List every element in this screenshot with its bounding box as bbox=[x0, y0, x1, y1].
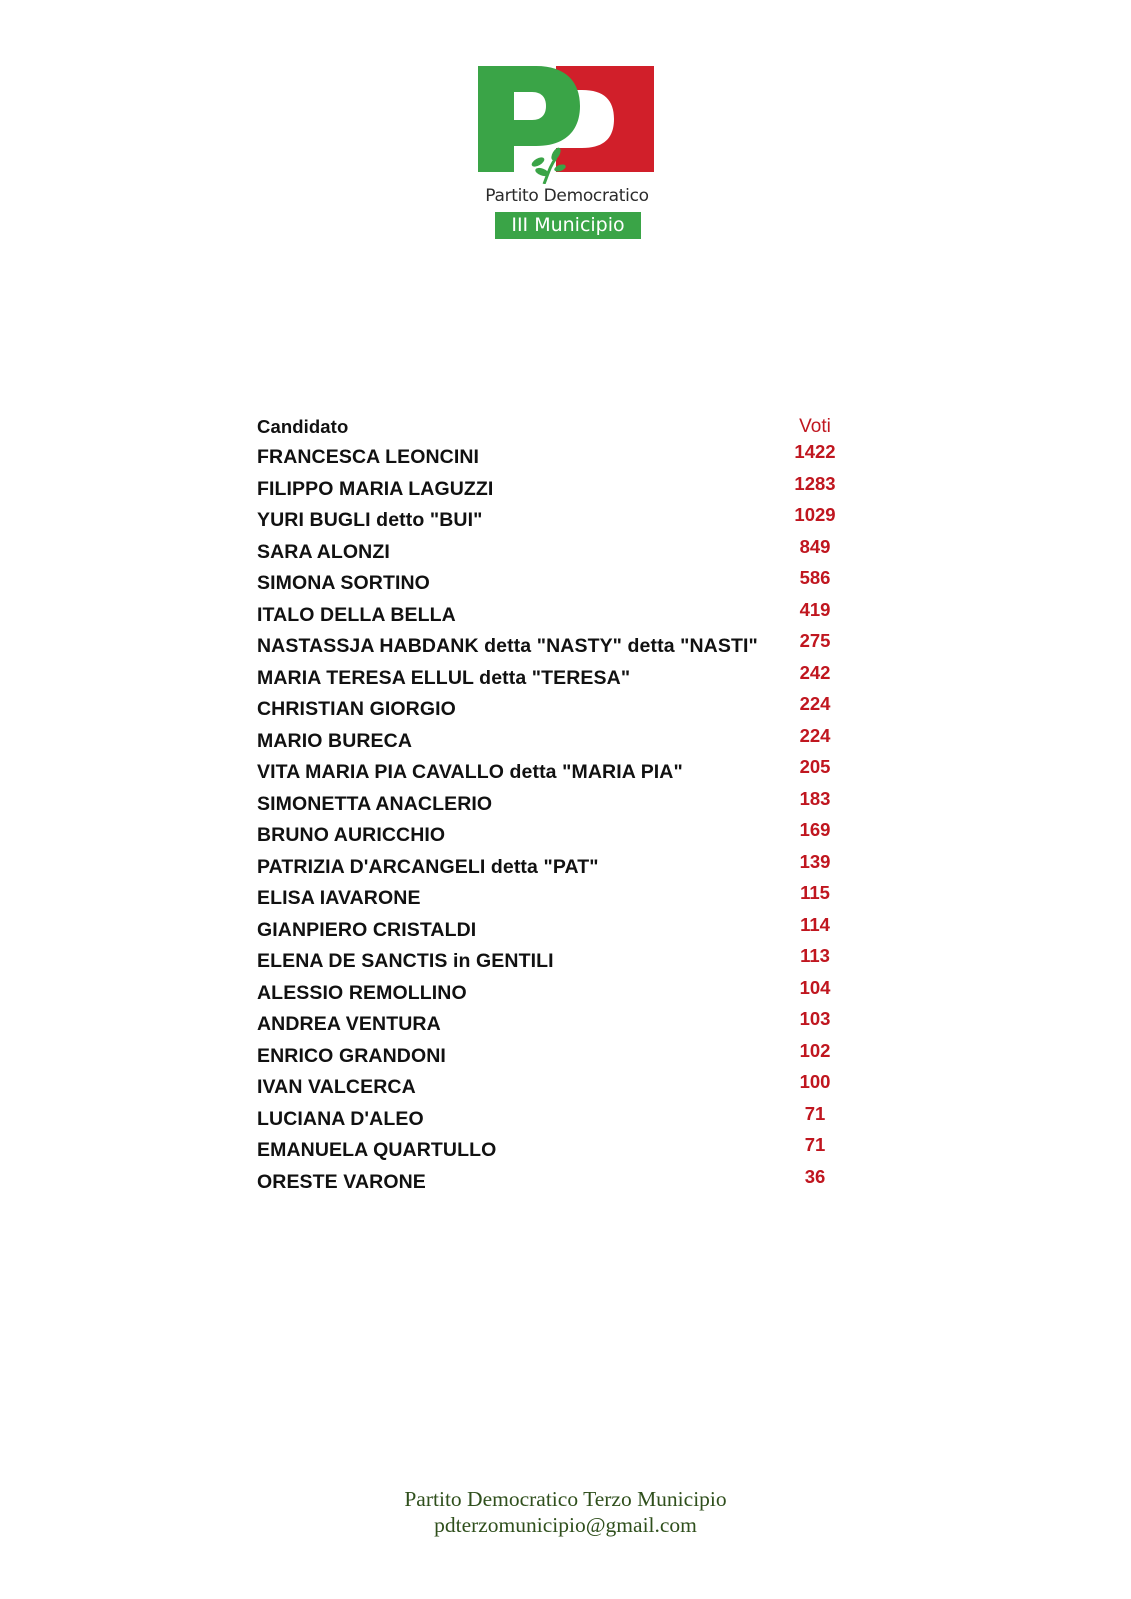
candidate-votes: 224 bbox=[799, 724, 831, 746]
candidate-name: ANDREA VENTURA bbox=[257, 1013, 441, 1035]
table-row bbox=[257, 1166, 857, 1198]
table-row bbox=[257, 630, 857, 662]
header-candidate: Candidato bbox=[257, 416, 349, 437]
table-row bbox=[257, 756, 857, 788]
logo-municipio-band: III Municipio bbox=[495, 212, 641, 239]
candidate-name: MARIA TERESA ELLUL detta "TERESA" bbox=[257, 666, 631, 689]
footer-organization: Partito Democratico Terzo Municipio bbox=[404, 1487, 727, 1511]
table-row bbox=[257, 536, 857, 568]
candidate-name: PATRIZIA D'ARCANGELI detta "PAT" bbox=[257, 855, 599, 878]
candidate-name: CHRISTIAN GIORGIO bbox=[257, 698, 456, 720]
candidate-votes: 275 bbox=[799, 630, 831, 651]
results-table bbox=[257, 416, 857, 1197]
table-row bbox=[257, 599, 857, 631]
table-row bbox=[257, 1071, 857, 1103]
table-row bbox=[257, 567, 857, 599]
candidate-name: ELENA DE SANCTIS in GENTILI bbox=[257, 950, 554, 972]
candidate-name: EMANUELA QUARTULLO bbox=[257, 1139, 497, 1161]
candidate-name: ALESSIO REMOLLINO bbox=[257, 981, 467, 1004]
table-row bbox=[257, 945, 857, 977]
candidate-name: IVAN VALCERCA bbox=[257, 1076, 416, 1098]
candidate-name: YURI BUGLI detto "BUI" bbox=[257, 509, 483, 531]
candidate-votes: 586 bbox=[799, 567, 831, 588]
candidate-name: SIMONETTA ANACLERIO bbox=[257, 792, 493, 815]
candidate-votes: 139 bbox=[799, 850, 831, 872]
candidate-name: BRUNO AURICCHIO bbox=[257, 824, 446, 846]
pd-logo bbox=[478, 66, 656, 242]
candidate-name: SIMONA SORTINO bbox=[257, 572, 430, 594]
header-votes: Voti bbox=[799, 416, 831, 437]
candidate-name: NASTASSJA HABDANK detta "NASTY" detta "NASTI" bbox=[257, 635, 758, 657]
candidate-name: SARA ALONZI bbox=[257, 540, 390, 563]
table-header bbox=[257, 416, 857, 441]
candidate-name: FILIPPO MARIA LAGUZZI bbox=[257, 477, 494, 500]
candidate-votes: 1283 bbox=[794, 472, 836, 494]
candidate-votes: 102 bbox=[799, 1039, 831, 1061]
table-row bbox=[257, 1103, 857, 1135]
candidate-votes: 36 bbox=[804, 1165, 826, 1187]
pd-logo-mark bbox=[478, 66, 656, 184]
candidate-name: ELISA IAVARONE bbox=[257, 887, 421, 909]
candidate-name: ITALO DELLA BELLA bbox=[257, 603, 456, 626]
candidate-votes: 104 bbox=[799, 976, 831, 998]
table-row bbox=[257, 914, 857, 946]
candidate-votes: 103 bbox=[799, 1008, 831, 1029]
candidate-votes: 242 bbox=[799, 661, 831, 683]
table-row bbox=[257, 882, 857, 914]
table-row bbox=[257, 788, 857, 820]
candidate-votes: 205 bbox=[799, 756, 831, 777]
candidate-votes: 224 bbox=[799, 693, 831, 714]
candidate-votes: 169 bbox=[799, 819, 831, 840]
table-row bbox=[257, 1134, 857, 1166]
table-row bbox=[257, 725, 857, 757]
candidate-name: GIANPIERO CRISTALDI bbox=[257, 918, 477, 941]
candidate-votes: 113 bbox=[800, 945, 830, 966]
table-row bbox=[257, 441, 857, 473]
candidate-votes: 849 bbox=[799, 535, 831, 557]
candidate-votes: 183 bbox=[799, 787, 831, 809]
candidate-votes: 71 bbox=[804, 1102, 826, 1124]
candidate-name: ORESTE VARONE bbox=[257, 1170, 426, 1193]
table-row bbox=[257, 473, 857, 505]
candidate-votes: 115 bbox=[800, 882, 830, 903]
table-row bbox=[257, 1008, 857, 1040]
candidate-name: VITA MARIA PIA CAVALLO detta "MARIA PIA" bbox=[257, 761, 683, 783]
table-row bbox=[257, 851, 857, 883]
candidate-name: FRANCESCA LEONCINI bbox=[257, 446, 480, 468]
table-row bbox=[257, 819, 857, 851]
table-row bbox=[257, 662, 857, 694]
logo-party-name: Partito Democratico bbox=[485, 186, 649, 206]
page-footer bbox=[0, 1486, 1131, 1538]
candidate-name: ENRICO GRANDONI bbox=[257, 1044, 446, 1067]
footer-email: pdterzomunicipio@gmail.com bbox=[434, 1513, 697, 1537]
candidate-votes: 100 bbox=[799, 1071, 831, 1092]
table-row bbox=[257, 504, 857, 536]
table-row bbox=[257, 1040, 857, 1072]
candidate-votes: 1029 bbox=[794, 504, 836, 525]
candidate-name: MARIO BURECA bbox=[257, 729, 413, 752]
candidate-votes: 419 bbox=[799, 598, 831, 620]
candidate-votes: 1422 bbox=[794, 441, 836, 462]
table-row bbox=[257, 693, 857, 725]
candidate-votes: 114 bbox=[800, 913, 830, 935]
candidate-votes: 71 bbox=[804, 1134, 826, 1155]
candidate-name: LUCIANA D'ALEO bbox=[257, 1107, 424, 1130]
table-row bbox=[257, 977, 857, 1009]
